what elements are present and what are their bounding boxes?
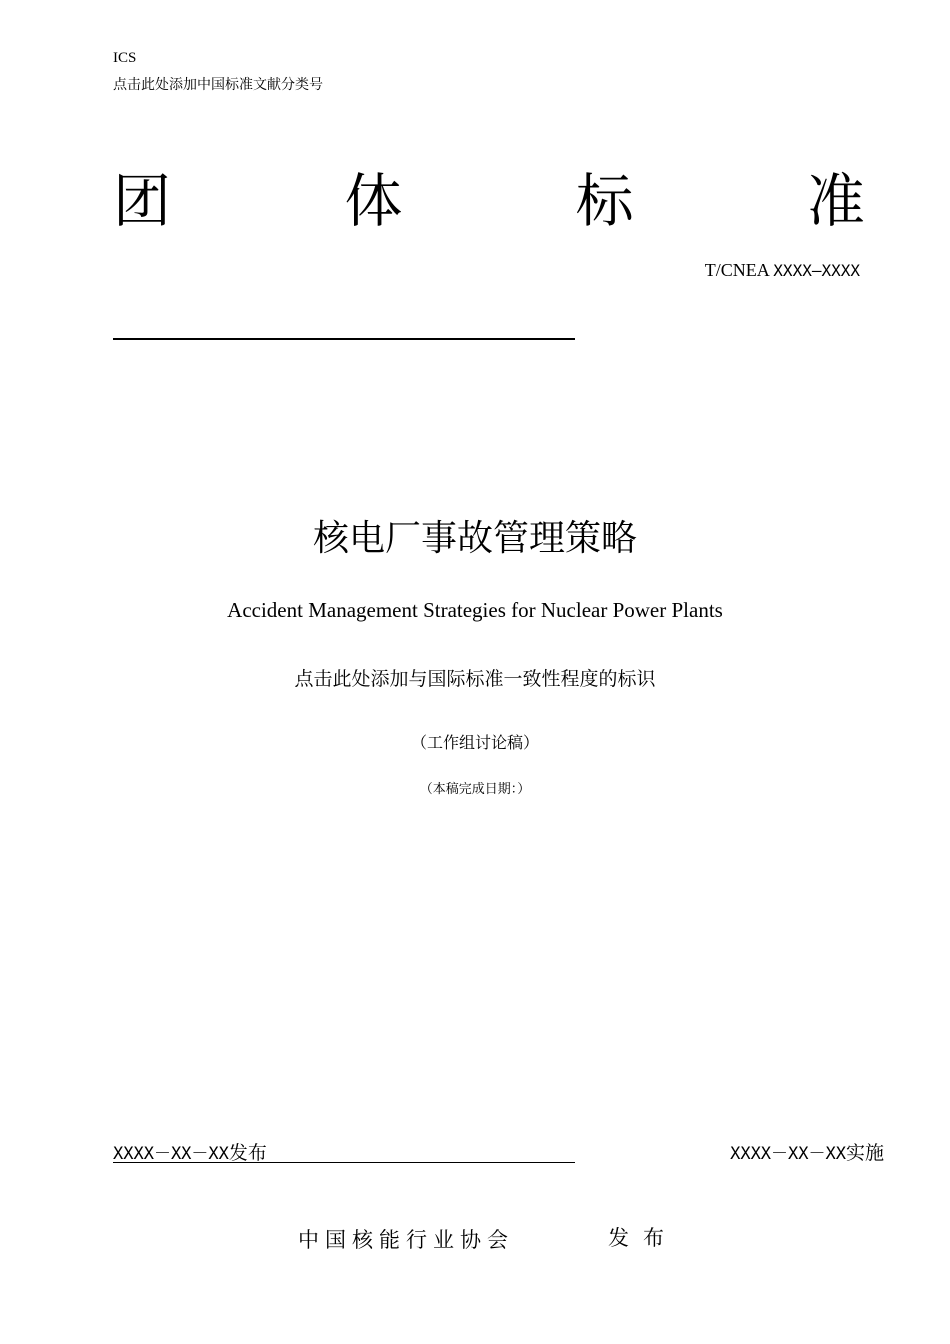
publish-date-code: XXXX－XX－XX — [113, 1144, 229, 1164]
standard-type-char: 准 — [806, 167, 865, 235]
standard-type-char: 标 — [575, 167, 634, 235]
document-number-prefix: T/CNEA — [704, 260, 774, 280]
implementation-date-label: 实施 — [845, 1142, 884, 1164]
draft-stage: （工作组讨论稿） — [410, 733, 539, 752]
document-number — [705, 260, 860, 281]
draft-completion-date: （本稿完成日期：） — [419, 782, 531, 797]
footer-divider — [113, 1162, 575, 1163]
publish-date — [113, 1138, 267, 1165]
consistency-placeholder[interactable]: 点击此处添加与国际标准一致性程度的标识 — [294, 668, 656, 690]
chinese-title: 核电厂事故管理策略 — [312, 518, 637, 559]
document-number-code: XXXX—XXXX — [773, 261, 860, 280]
standard-type-char: 体 — [344, 167, 403, 235]
implementation-date — [730, 1138, 884, 1165]
publisher-name: 中国核能行业协会 — [298, 1228, 514, 1252]
publish-date-label: 发布 — [228, 1142, 267, 1164]
classification-placeholder[interactable]: 点击此处添加中国标准文献分类号 — [113, 77, 323, 93]
implementation-date-code: XXXX－XX－XX — [730, 1144, 846, 1164]
ics-label: ICS — [113, 50, 137, 66]
standard-type-char: 团 — [113, 167, 172, 235]
publisher-publish-label: 发布 — [608, 1226, 678, 1250]
standard-type-title — [113, 166, 865, 236]
header-divider — [113, 338, 575, 340]
english-title: Accident Management Strategies for Nuclear Power Plants — [227, 598, 723, 622]
